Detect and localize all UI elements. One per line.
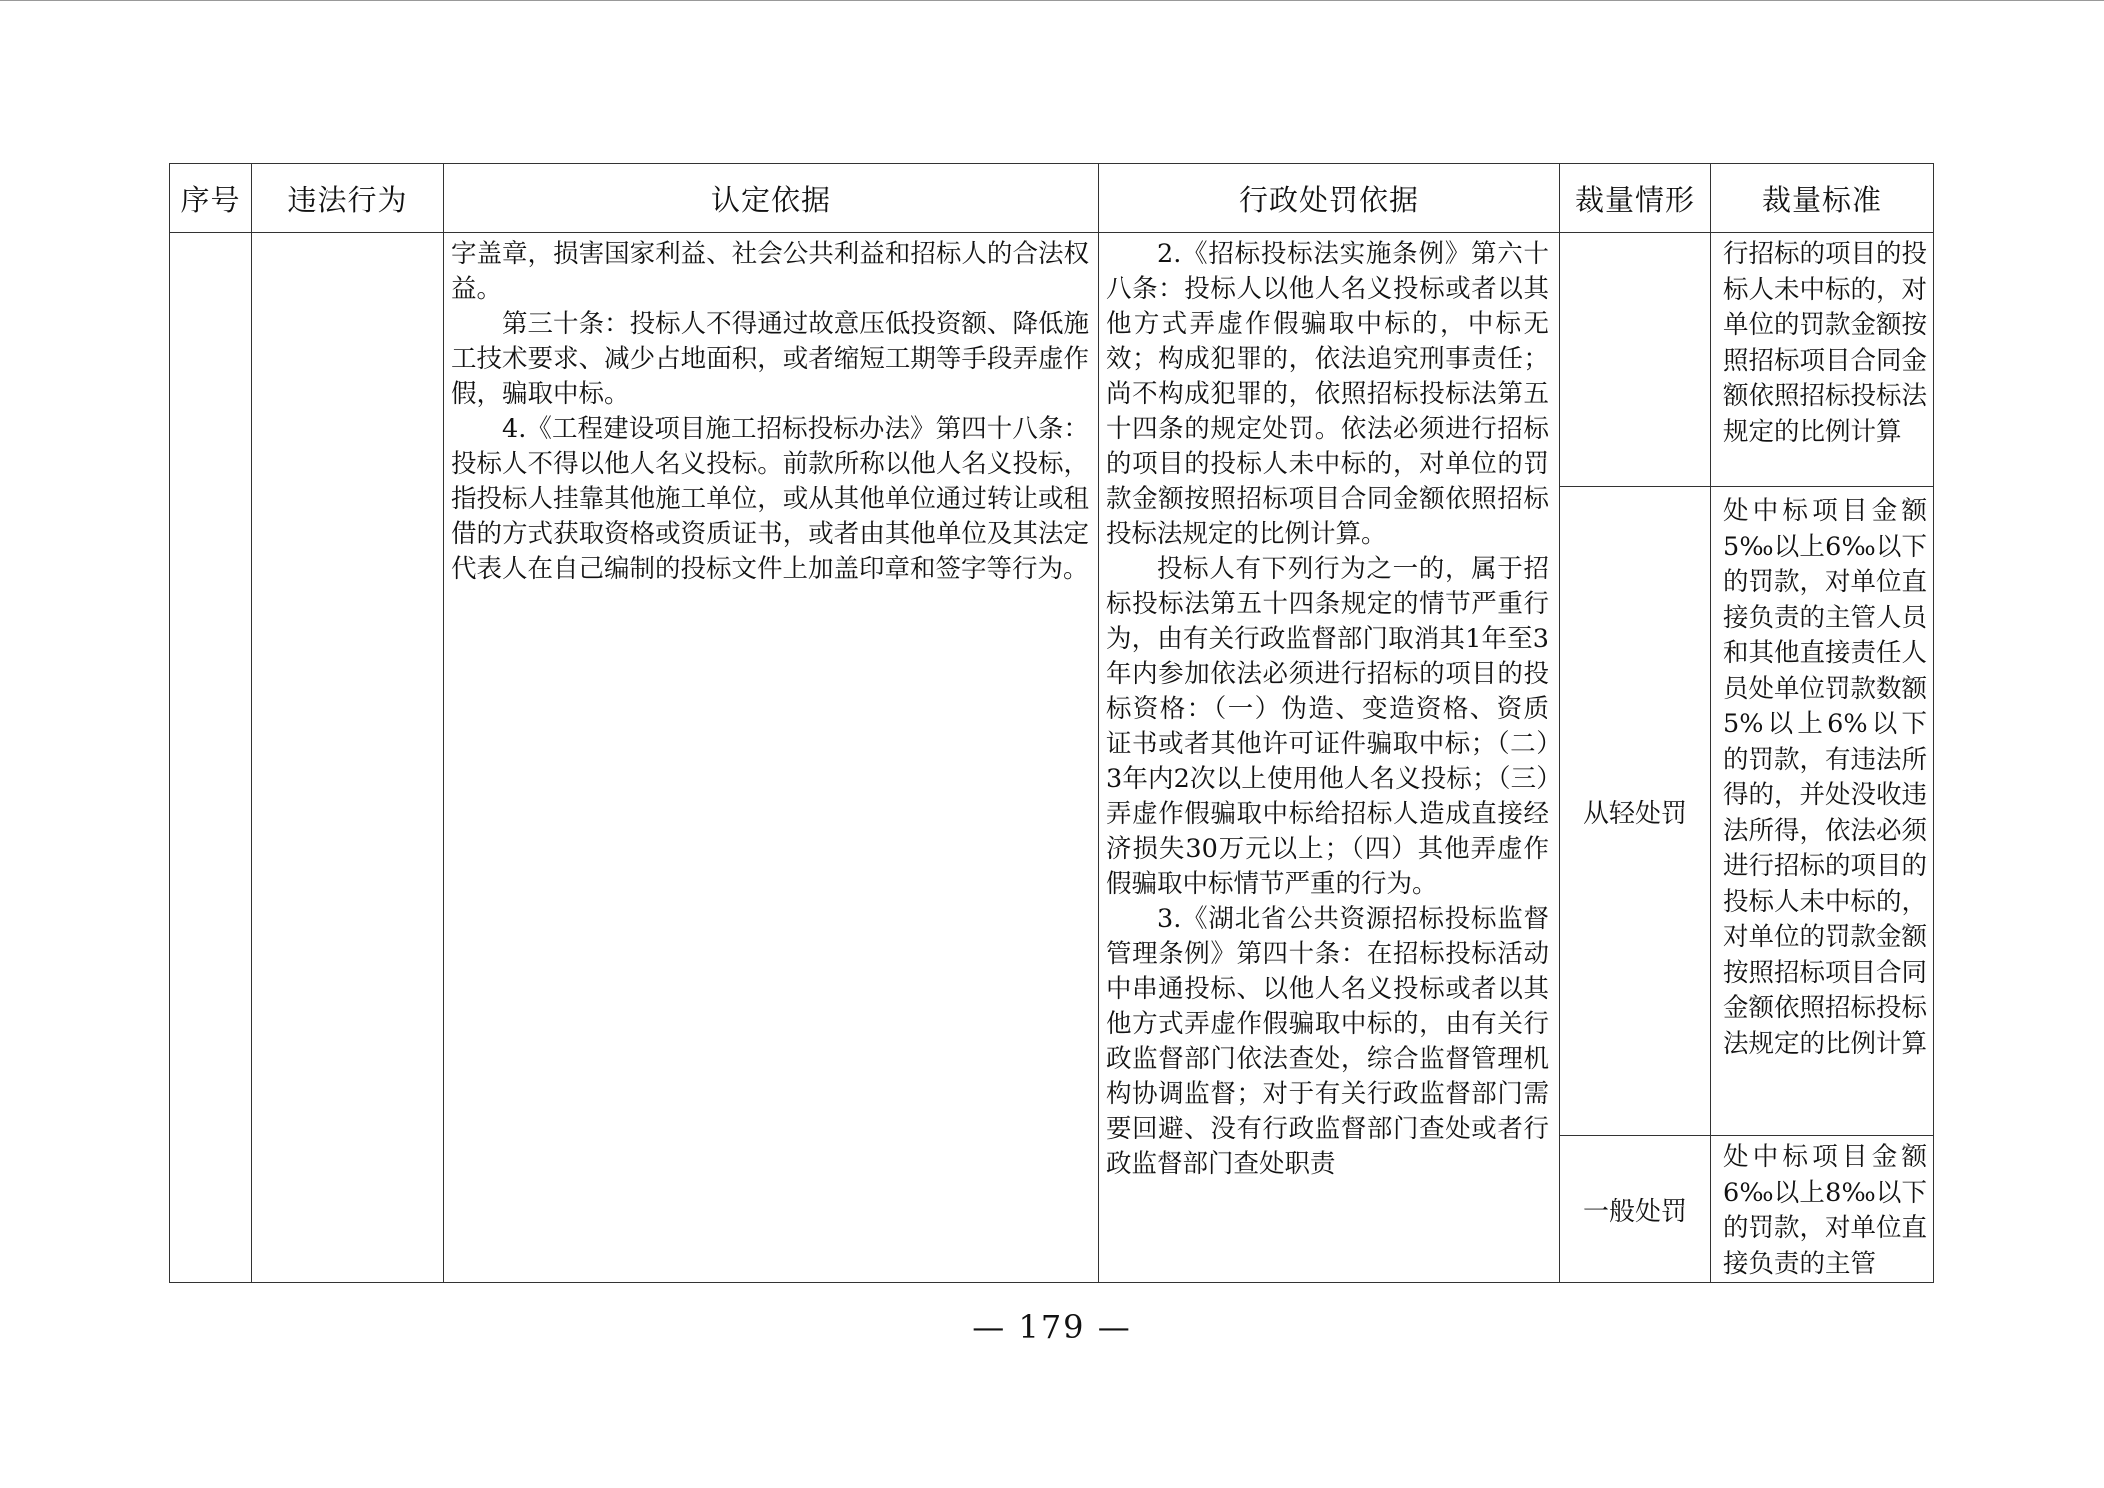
penalty-basis-cell: [1106, 237, 1549, 1182]
discretion-situation-cell: [1560, 233, 1710, 486]
discretion-standard-general: 处中标项目金额6‰以上8‰以下的罚款，对单位直接负责的主管: [1723, 1142, 1928, 1279]
discretion-standard-cell: 行招标的项目的投标人未中标的，对单位的罚款金额按照招标项目合同金额依照招标投标法规定的比例计算: [1723, 239, 1928, 447]
page-number: — 179 —: [972, 1308, 1132, 1346]
header-penalty-basis: 行政处罚依据: [1238, 182, 1419, 217]
basis-paragraph: 第三十条：投标人不得通过故意压低投资额、降低施工技术要求、减少占地面积，或者缩短工期等手段弄虚作假，骗取中标。: [451, 309, 1089, 409]
header-serial-number: 序号: [180, 182, 241, 217]
header-discretion-situation: 裁量情形: [1574, 182, 1695, 217]
basis-paragraph: 字盖章，损害国家利益、社会公共利益和招标人的合法权益。: [451, 239, 1089, 304]
header-violation: 违法行为: [287, 182, 408, 217]
discretion-situation-lenient: 从轻处罚: [1582, 798, 1687, 829]
basis-paragraph: 4.《工程建设项目施工招标投标办法》第四十八条：投标人不得以他人名义投标。前款所称以他人名义投标，指投标人挂靠其他施工单位，或从其他单位通过转让或租借的方式获取资格或资质证书，或者由其他单位及其法定代表人在自己编制的投标文件上加盖印章和签字等行为。: [451, 414, 1089, 584]
header-discretion-standard: 裁量标准: [1761, 182, 1882, 217]
column-divider: [1710, 163, 1711, 1283]
basis-cell: [451, 237, 1089, 587]
header-basis: 认定依据: [710, 182, 831, 217]
column-divider: [251, 163, 252, 1283]
discretion-situation-general: 一般处罚: [1582, 1197, 1687, 1227]
column-divider: [443, 163, 444, 1283]
column-divider: [1098, 163, 1099, 1283]
penalty-paragraph: 3.《湖北省公共资源招标投标监督管理条例》第四十条：在招标投标活动中串通投标、以他人名义投标或者以其他方式弄虚作假骗取中标的，由有关行政监督部门依法查处，综合监督管理机构协调监督；对于有关行政监督部门需要回避、没有行政监督部门查处或者行政监督部门查处职责: [1106, 904, 1549, 1179]
penalty-paragraph: 投标人有下列行为之一的，属于招标投标法第五十四条规定的情节严重行为，由有关行政监督部门取消其1年至3年内参加依法必须进行招标的项目的投标资格：（一）伪造、变造资格、资质证书或者其他许可证件骗取中标；（二）3年内2次以上使用他人名义投标；（三）弄虚作假骗取中标给招标人造成直接经济损失30万元以上；（四）其他弄虚作假骗取中标情节严重的行为。: [1106, 554, 1549, 899]
penalty-paragraph: 2.《招标投标法实施条例》第六十八条：投标人以他人名义投标或者以其他方式弄虚作假骗取中标的，中标无效；构成犯罪的，依法追究刑事责任；尚不构成犯罪的，依照招标投标法第五十四条的规定处罚。依法必须进行招标的项目的投标人未中标的，对单位的罚款金额按照招标项目合同金额依照招标投标法规定的比例计算。: [1106, 239, 1549, 549]
discretion-standard-lenient: 处中标项目金额5‰以上6‰以下的罚款，对单位直接负责的主管人员和其他直接责任人员处单位罚款数额5%以上6%以下的罚款，有违法所得的，并处没收违法所得，依法必须进行招标的项目的投标人未中标的，对单位的罚款金额按照招标项目合同金额依照招标投标法规定的比例计算: [1723, 496, 1928, 1059]
